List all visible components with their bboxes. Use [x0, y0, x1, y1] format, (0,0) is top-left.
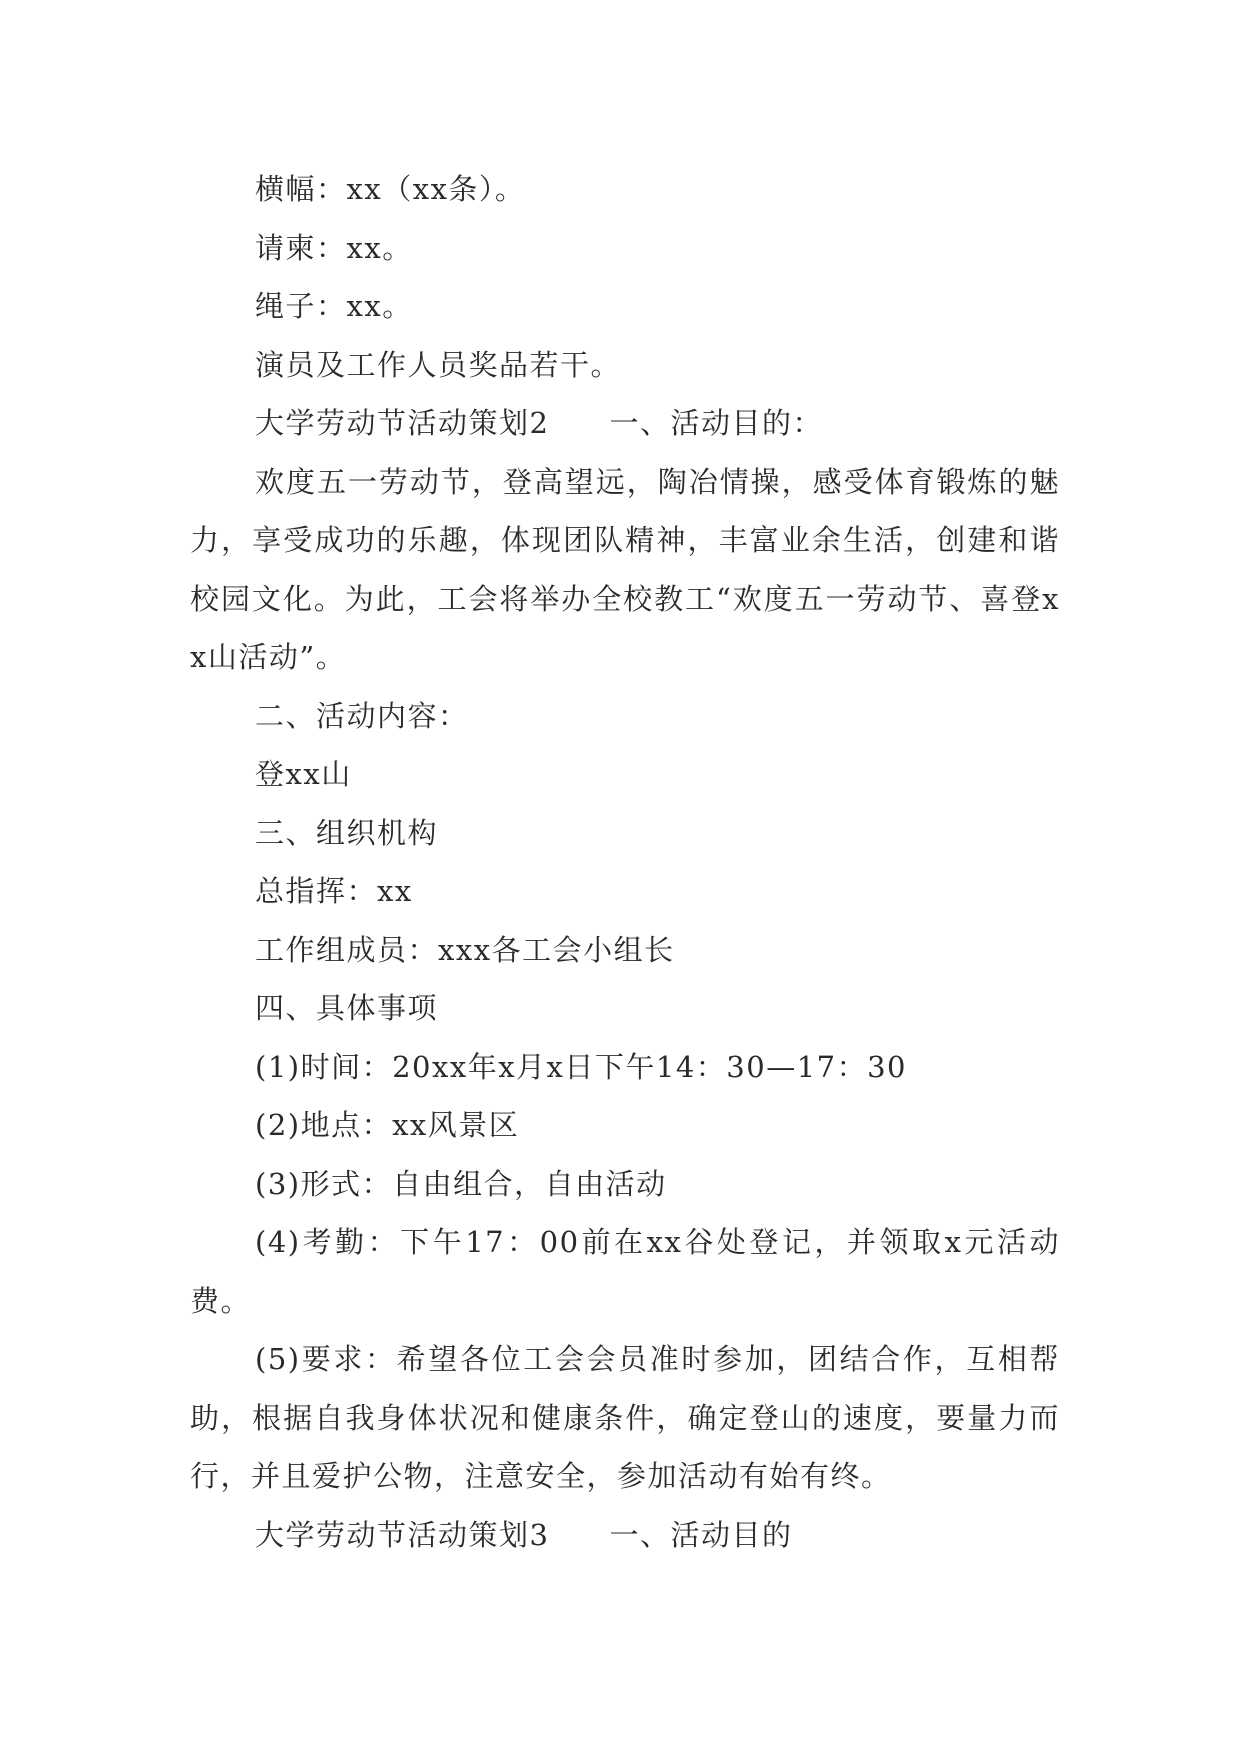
paragraph-commander: 总指挥：xx	[255, 874, 413, 908]
paragraph-content-heading: 二、活动内容：	[255, 698, 469, 733]
paragraph-details-heading: 四、具体事项	[255, 991, 439, 1025]
paragraph-purpose: 欢度五一劳动节，登高望远，陶冶情操，感受体育锻炼的魅力，享受成功的乐趣，体现团队精神，丰富业余生活，创建和谐校园文化。为此，工会将举办全校教工“欢度五一劳动节、喜登xx山活动”。	[190, 464, 1060, 674]
paragraph-attendance: (4)考勤：下午17：00前在xx谷处登记，并领取x元活动费。	[190, 1225, 1060, 1318]
paragraph-rope: 绳子：xx。	[255, 289, 413, 323]
paragraph-content: 登xx山	[255, 757, 352, 791]
paragraph-prizes: 演员及工作人员奖品若干。	[255, 347, 622, 382]
section-title-2: 大学劳动节活动策划2	[255, 406, 550, 440]
paragraph-location: (2)地点：xx风景区	[255, 1108, 520, 1142]
section-heading-3	[190, 1506, 1060, 1565]
paragraph-organization-heading: 三、组织机构	[255, 815, 439, 850]
paragraph-team-members: 工作组成员：xxx各工会小组长	[255, 932, 675, 967]
paragraph-invitation: 请柬：xx。	[255, 230, 413, 265]
section-3-item-1: 一、活动目的	[609, 1517, 793, 1552]
paragraph-banner: 横幅：xx（xx条）。	[255, 172, 526, 206]
paragraph-format: (3)形式：自由组合，自由活动	[255, 1166, 667, 1201]
paragraph-time: (1)时间：20xx年x月x日下午14：30—17：30	[255, 1049, 908, 1084]
document-body	[190, 160, 1060, 1564]
section-title-3: 大学劳动节活动策划3	[255, 1517, 550, 1552]
section-heading-2	[190, 394, 1060, 453]
section-2-item-1: 一、活动目的：	[609, 406, 823, 440]
paragraph-requirements: (5)要求：希望各位工会会员准时参加，团结合作，互相帮助，根据自我身体状况和健康条件，确定登山的速度，要量力而行，并且爱护公物，注意安全，参加活动有始有终。	[190, 1342, 1060, 1493]
